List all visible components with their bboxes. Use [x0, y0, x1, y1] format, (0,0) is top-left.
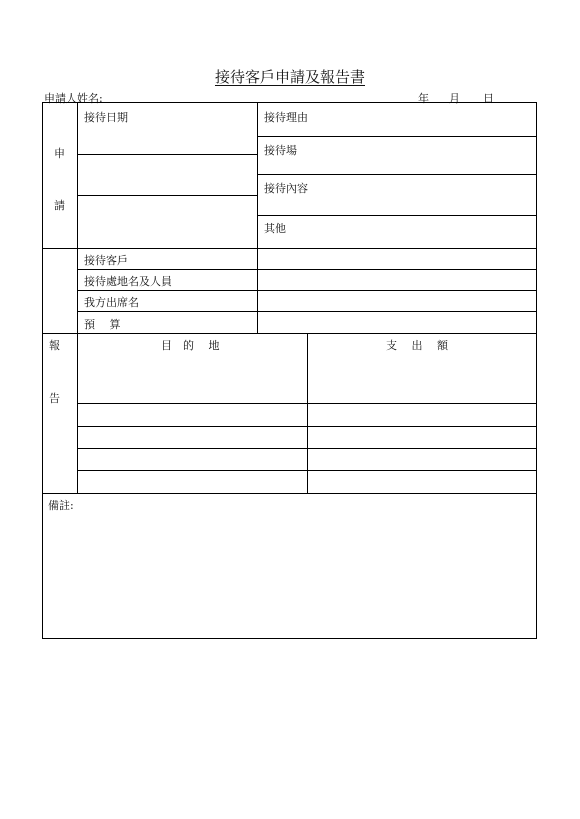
- reason-row-line: [257, 136, 537, 137]
- client-row-line: [77, 269, 537, 270]
- date-row-line-1: [77, 154, 257, 155]
- destination-header: 目 的 地: [161, 339, 220, 352]
- report-side-label-2: 告: [49, 392, 60, 405]
- reception-content-label: 接待內容: [264, 182, 308, 195]
- apply-middle-divider: [257, 103, 258, 333]
- other-label: 其他: [264, 222, 286, 235]
- day-label: 日: [483, 92, 494, 105]
- reception-place-label: 接待場: [264, 144, 297, 157]
- client-label: 接待客戶: [84, 254, 128, 267]
- report-middle-divider: [307, 333, 308, 493]
- budget-label: 預 算: [84, 318, 121, 331]
- remarks-label: 備註:: [48, 499, 74, 512]
- location-row-line: [77, 290, 537, 291]
- apply-side-label-2: 請: [54, 199, 65, 212]
- report-section-bottom: [43, 493, 537, 494]
- report-row-line-3: [77, 470, 537, 471]
- report-row-line-2: [77, 448, 537, 449]
- applicant-name-label: 申請人姓名:: [44, 92, 103, 105]
- report-side-label-1: 報: [49, 339, 60, 352]
- year-label: 年: [418, 92, 429, 105]
- place-row-line: [257, 174, 537, 175]
- location-staff-label: 接待處地名及人員: [84, 275, 172, 288]
- attendee-row-line: [77, 311, 537, 312]
- month-label: 月: [449, 92, 460, 105]
- apply-section-bottom: [43, 248, 537, 249]
- left-column-divider: [77, 103, 78, 493]
- form-title: 接待客戶申請及報告書: [214, 68, 365, 86]
- report-header-bottom: [77, 403, 537, 404]
- reception-date-label: 接待日期: [84, 111, 128, 124]
- content-row-line: [257, 215, 537, 216]
- apply-side-label-1: 申: [54, 147, 65, 160]
- info-section-bottom: [43, 333, 537, 334]
- form-table: [42, 102, 537, 639]
- report-row-line-1: [77, 426, 537, 427]
- reception-reason-label: 接待理由: [264, 111, 308, 124]
- attendee-label: 我方出席名: [84, 296, 139, 309]
- date-row-line-2: [77, 195, 257, 196]
- expense-header: 支 出 額: [386, 339, 448, 352]
